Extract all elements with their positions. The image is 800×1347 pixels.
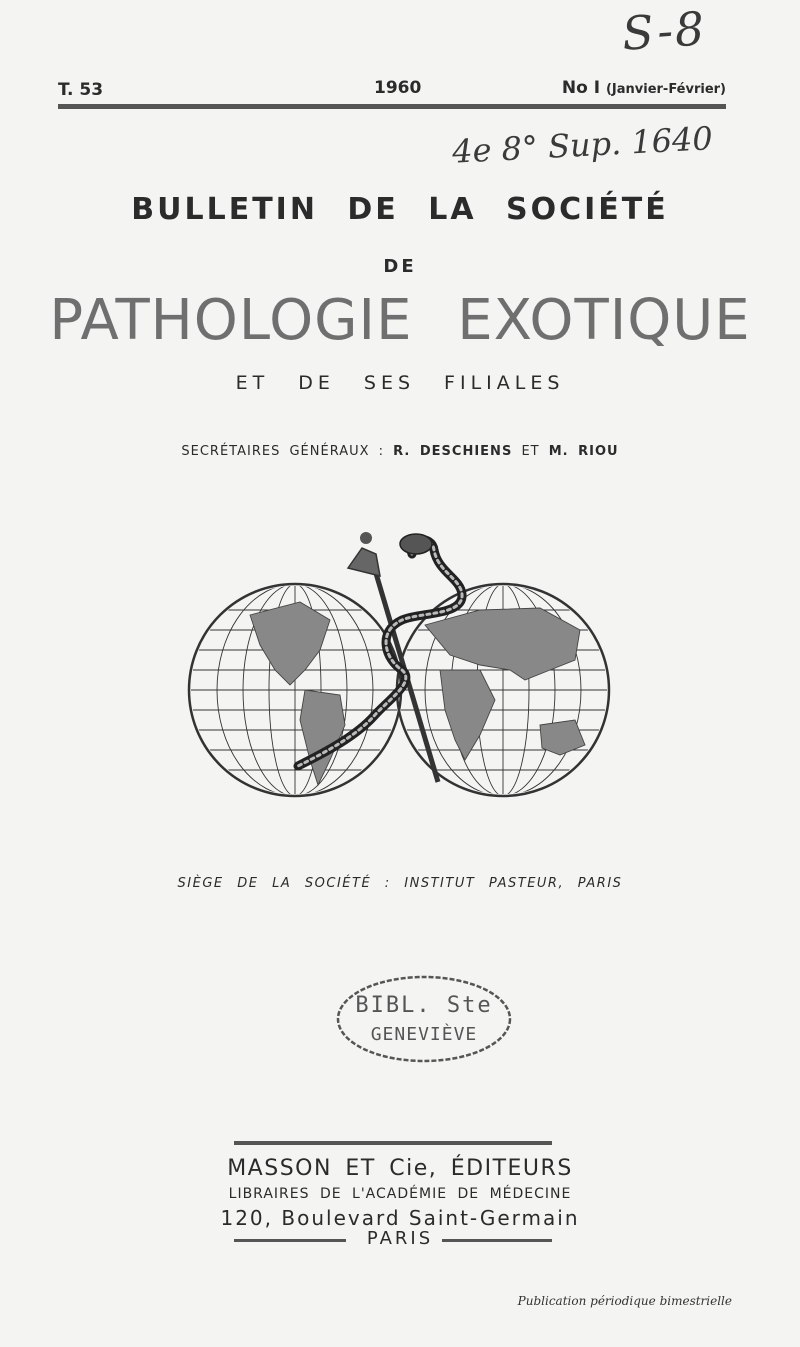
header-rule [58, 104, 726, 109]
periodicity-note: Publication périodique bimestrielle [517, 1294, 732, 1308]
library-stamp [334, 972, 514, 1066]
issue-period: (Janvier-Février) [605, 82, 726, 97]
handwritten-corner-note: S-8 [620, 1, 708, 61]
globe-serpent-emblem [180, 520, 620, 810]
publisher-address: 120, Boulevard Saint-Germain [220, 1206, 580, 1230]
publisher-name: MASSON ET Cie, ÉDITEURS [227, 1156, 573, 1181]
title-line-3: PATHOLOGIE EXOTIQUE [49, 288, 751, 353]
secretaries-line [0, 444, 800, 459]
issue-number [562, 78, 726, 98]
title-line-1: BULLETIN DE LA SOCIÉTÉ [131, 192, 669, 227]
title-line-2: DE [383, 256, 417, 277]
volume-number: T. 53 [58, 80, 104, 100]
publisher-top-rule [234, 1141, 552, 1145]
secretaries-conjunction: ET [521, 444, 540, 459]
publication-year: 1960 [374, 78, 422, 98]
secretary-name-1: R. DESCHIENS [393, 444, 513, 459]
city-rule-right [442, 1239, 552, 1242]
publisher-role: LIBRAIRES DE L'ACADÉMIE DE MÉDECINE [228, 1186, 572, 1202]
society-seat: SIÈGE DE LA SOCIÉTÉ : INSTITUT PASTEUR, PARIS [177, 876, 623, 891]
handwritten-shelfmark: 4e 8° Sup. 1640 [451, 119, 714, 171]
publisher-city: PARIS [366, 1228, 434, 1249]
issue-number-label: No I [561, 78, 601, 98]
stamp-line-2: GENEVIÈVE [370, 1024, 478, 1045]
secretaries-label: SECRÉTAIRES GÉNÉRAUX : [181, 444, 385, 459]
stamp-line-1: BIBL. Ste [355, 993, 493, 1018]
secretary-name-2: M. RIOU [548, 444, 619, 459]
title-line-4: ET DE SES FILIALES [235, 372, 565, 394]
